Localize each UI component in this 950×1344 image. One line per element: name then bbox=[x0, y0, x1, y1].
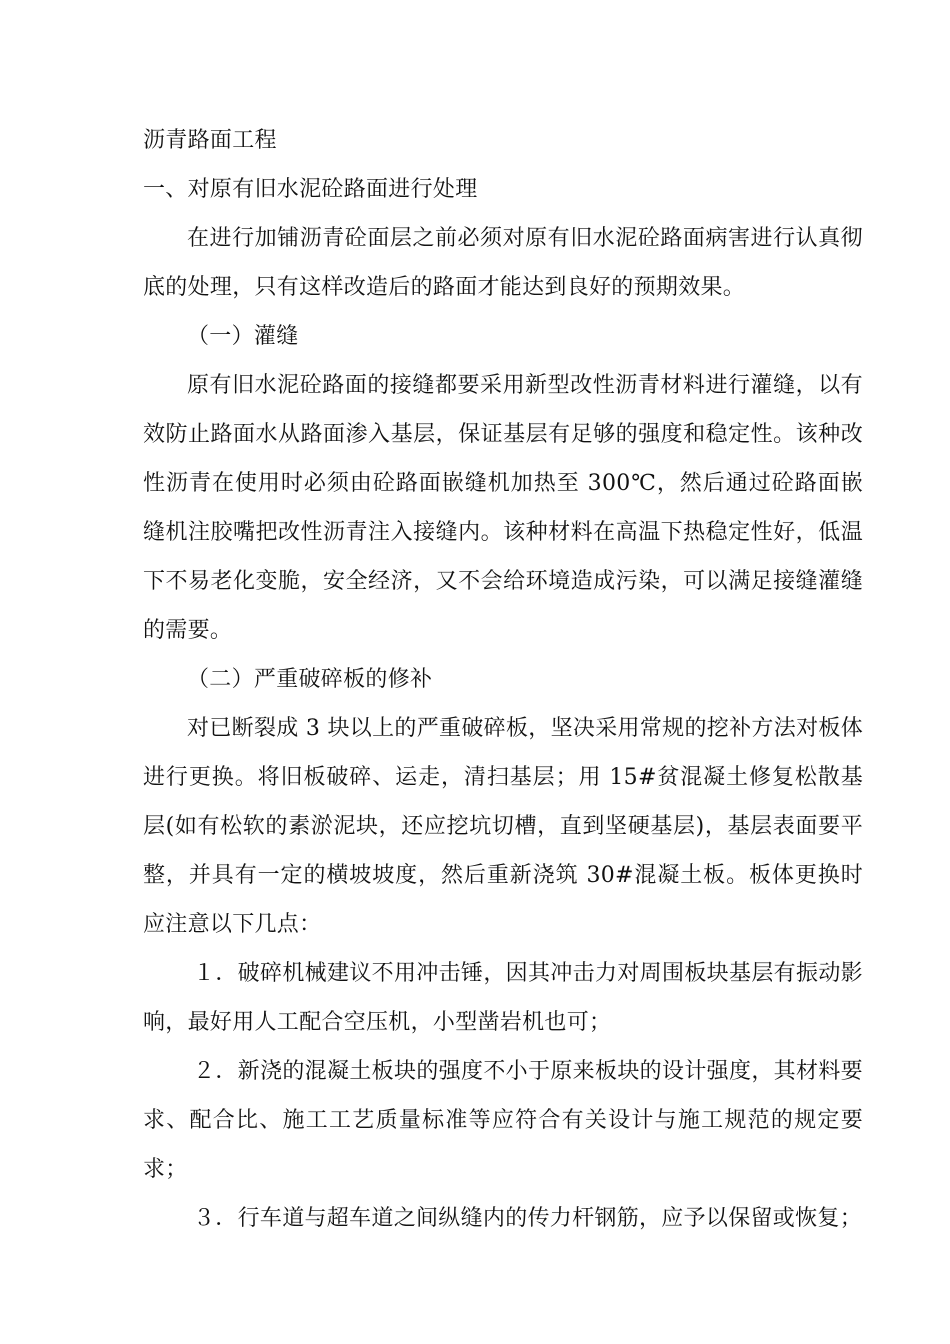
document-body bbox=[143, 116, 863, 1243]
list-item-3: ３．行车道与超车道之间纵缝内的传力杆钢筋，应予以保留或恢复； bbox=[193, 1206, 863, 1231]
subsection-paragraph-1: 原有旧水泥砼路面的接缝都要采用新型改性沥青材料进行灌缝，以有效防止路面水从路面渗入基层，保证基层有足够的强度和稳定性。该种改性沥青在使用时必须由砼路面嵌缝机加热至 300℃，然后通过砼路面嵌缝机注胶嘴把改性沥青注入接缝内。该种材料在高温下热稳定性好，低温下不易老化变脆，安全经济，又不会给环境造成污染，可以满足接缝灌缝的需要。 bbox=[143, 373, 863, 643]
document-title: 沥青路面工程 bbox=[143, 128, 277, 153]
section-heading-1: 一、对原有旧水泥砼路面进行处理 bbox=[143, 177, 478, 202]
intro-paragraph: 在进行加铺沥青砼面层之前必须对原有旧水泥砼路面病害进行认真彻底的处理，只有这样改造后的路面才能达到良好的预期效果。 bbox=[143, 226, 863, 300]
subsection-paragraph-2: 对已断裂成 3 块以上的严重破碎板，坚决采用常规的挖补方法对板体进行更换。将旧板破碎、运走，清扫基层；用 15#贫混凝土修复松散基层(如有松软的素淤泥块，还应挖坑切槽，直到坚硬基层)，基层表面要平整，并具有一定的横坡坡度，然后重新浇筑 30#混凝土板。板体更换时应注意以下几点： bbox=[143, 716, 863, 937]
list-item-2: ２．新浇的混凝土板块的强度不小于原来板块的设计强度，其材料要求、配合比、施工工艺质量标准等应符合有关设计与施工规范的规定要求； bbox=[143, 1059, 863, 1182]
subsection-heading-2: （二）严重破碎板的修补 bbox=[187, 667, 433, 692]
subsection-heading-1: （一）灌缝 bbox=[187, 324, 299, 349]
list-item-1: １．破碎机械建议不用冲击锤，因其冲击力对周围板块基层有振动影响，最好用人工配合空压机，小型凿岩机也可； bbox=[143, 961, 863, 1035]
